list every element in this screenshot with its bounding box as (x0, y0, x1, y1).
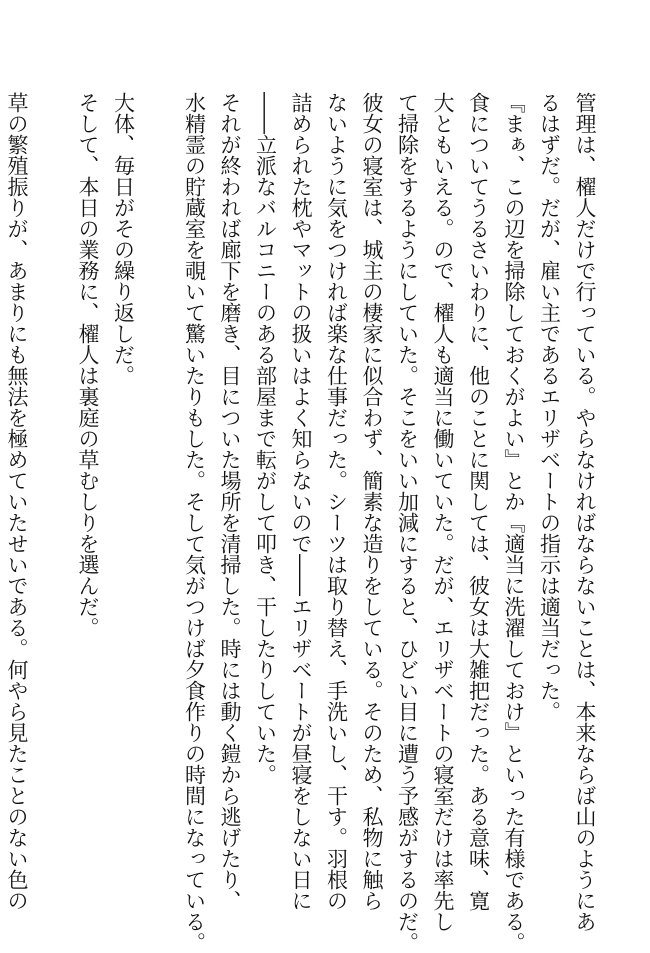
text-line: るはずだ。だが、雇い主であるエリザベートの指示は適当だった。 (537, 92, 562, 722)
vertical-text-body (0, 92, 602, 953)
text-line: 『まぁ、この辺を掃除しておくがよい』とか『適当に洗濯しておけ』といった有様である。 (502, 92, 526, 953)
text-line: 詰められた枕やマットの扱いはよく知らないので――エリザベートが昼寝をしない日に (289, 92, 313, 911)
text-line: そして、本日の業務に、櫂人は裏庭の草むしりを選んだ。 (76, 92, 100, 638)
text-line: 大ともいえる。ので、櫂人も適当に働いていた。だが、エリザベートの寝室だけは率先し (431, 92, 455, 932)
text-line: 食についてうるさいわりに、他のことに関しては、彼女は大雑把だった。ある意味、寛 (466, 92, 491, 911)
text-line: て掃除をするようにしていた。そこをいい加減にすると、ひどい目に遭う予感がするのだ。 (395, 92, 420, 953)
text-line: ないように気をつければ楽な仕事だった。シーツは取り替え、手洗いし、干す。羽根の (324, 92, 349, 911)
text-line: ――立派なバルコニーのある部屋まで転がして叩き、干したりしていた。 (253, 92, 278, 785)
text-line: 草の繁殖振りが、あまりにも無法を極めていたせいである。何やら見たことのない色の (5, 92, 29, 911)
text-line: 大体、毎日がその繰り返しだ。 (111, 92, 136, 386)
text-line: それが終われば廊下を磨き、目についた場所を清掃した。時には動く鎧から逃げたり、 (218, 92, 242, 911)
blank-line (34, 92, 70, 872)
text-line: 水精霊の貯蔵室を覗いて驚いたりもした。そして気がつけば夕食作りの時間になっている。 (182, 92, 207, 953)
text-line: 管理は、櫂人だけで行っている。やらなければならないことは、本来ならば山のようにあ (573, 92, 597, 932)
text-line: 彼女の寝室は、城主の棲家に似合わず、簡素な造りをしている。そのため、私物に触ら (360, 92, 384, 911)
blank-line (141, 92, 177, 872)
